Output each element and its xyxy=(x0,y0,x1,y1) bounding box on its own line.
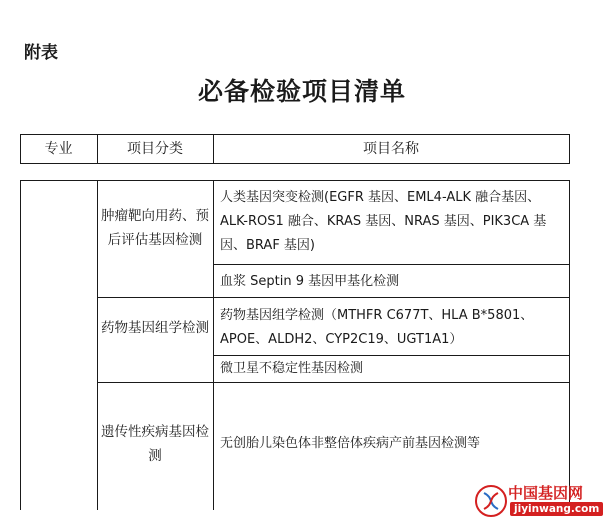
body-divider-2 xyxy=(213,180,214,510)
item-cell: 药物基因组学检测（MTHFR C677T、HLA B*5801、APOE、ALDH2、CYP2C19、UGT1A1） xyxy=(220,308,534,347)
header-item-name: 项目名称 xyxy=(363,141,419,157)
row-rule-2a xyxy=(213,355,570,356)
item-cell: 无创胎儿染色体非整倍体疾病产前基因检测等 xyxy=(220,436,481,451)
row-rule-1a xyxy=(213,264,570,265)
watermark-url: jiyinwang.com xyxy=(510,502,603,516)
category-cell: 药物基因组学检测 xyxy=(101,320,209,336)
body-left-border xyxy=(20,180,21,510)
category-cell: 遗传性疾病基因检测 xyxy=(101,424,209,464)
dna-logo-icon xyxy=(474,484,508,518)
row-rule-2 xyxy=(97,382,570,383)
body-divider-1 xyxy=(97,180,98,510)
page-title: 必备检验项目清单 xyxy=(197,77,406,106)
body-top-rule xyxy=(20,180,570,181)
row-rule-1 xyxy=(97,297,570,298)
item-cell: 微卫星不稳定性基因检测 xyxy=(220,361,364,376)
watermark xyxy=(474,480,600,522)
item-cell: 血浆 Septin 9 基因甲基化检测 xyxy=(220,274,400,289)
header-right-border xyxy=(569,134,570,164)
body-right-border xyxy=(569,180,570,510)
header-bottom-rule xyxy=(20,163,570,164)
header-category: 项目分类 xyxy=(127,141,183,157)
watermark-name: 中国基因网 xyxy=(508,484,584,502)
annex-label: 附表 xyxy=(24,43,58,63)
category-cell: 肿瘤靶向用药、预后评估基因检测 xyxy=(101,208,209,248)
item-cell: 人类基因突变检测(EGFR 基因、EML4-ALK 融合基因、ALK-ROS1 融合、KRAS 基因、NRAS 基因、PIK3CA 基因、BRAF 基因) xyxy=(220,190,547,253)
header-specialty: 专业 xyxy=(44,141,73,157)
